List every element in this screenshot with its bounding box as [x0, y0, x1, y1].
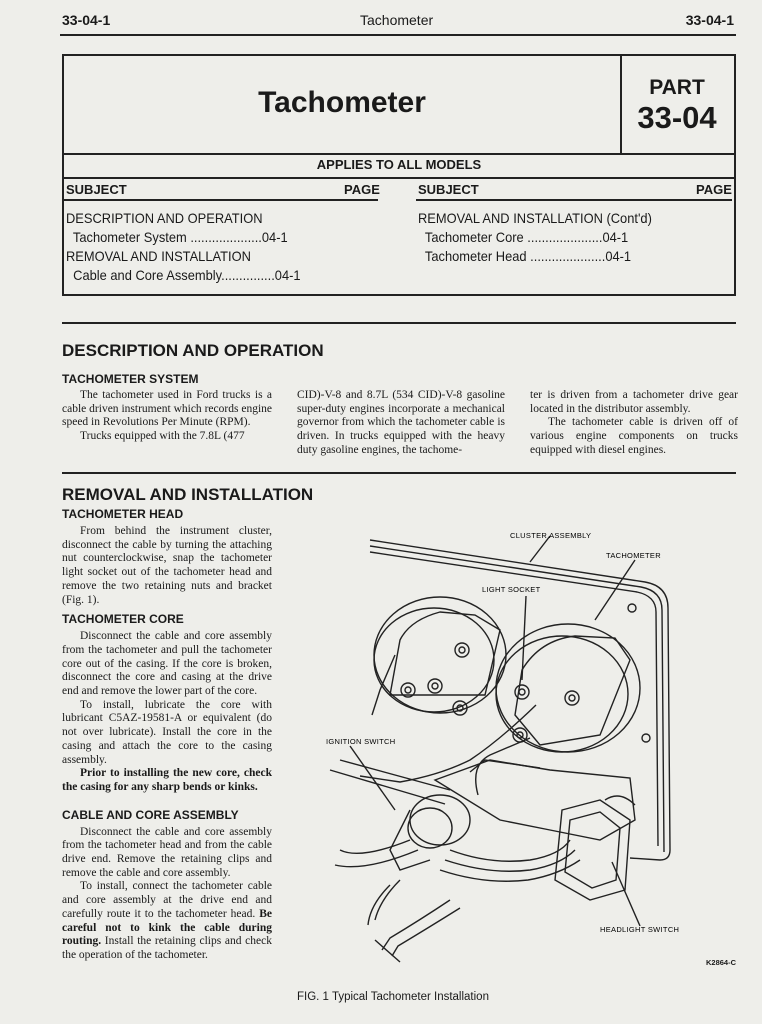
section-rule — [62, 322, 736, 324]
running-title: Tachometer — [360, 12, 434, 28]
header-rule — [60, 34, 736, 36]
subsection-heading: TACHOMETER HEAD — [62, 507, 184, 521]
ignition-switch-label: IGNITION SWITCH — [326, 737, 396, 746]
removal-column — [62, 507, 272, 963]
toc-entry[interactable]: REMOVAL AND INSTALLATION (Cont'd) — [418, 210, 652, 226]
paragraph: Disconnect the cable and core assembly from the tachometer head and from the cable drive end. Remove the retaining clips and remove the cable and core assembly. — [62, 825, 272, 879]
page-number-right: 33-04-1 — [685, 12, 734, 28]
toc-subject-header-left: SUBJECT — [66, 182, 127, 197]
subsection-heading: CABLE AND CORE ASSEMBLY — [62, 807, 239, 822]
part-label: PART — [649, 76, 705, 99]
text-column-2 — [297, 389, 505, 458]
paragraph: CID)-V-8 and 8.7L (534 CID)-V-8 gasoline super-duty engines incorporate a mechanical governor from which the tachometer cable is driven. In trucks equipped with the heavy duty gasoline engines, the tachome- — [297, 389, 505, 456]
toc-entry[interactable]: REMOVAL AND INSTALLATION — [66, 248, 251, 264]
cluster-assembly-label: CLUSTER ASSEMBLY — [510, 531, 592, 540]
paragraph: ter is driven from a tachometer drive gear located in the distributor assembly. — [530, 389, 738, 415]
section-heading: DESCRIPTION AND OPERATION — [62, 341, 324, 360]
paragraph: The tachometer used in Ford trucks is a cable driven instrument which records engine speed in Revolutions Per Minute (RPM). — [62, 389, 272, 429]
text-column-3 — [530, 389, 738, 458]
toc-page-header-left: PAGE — [344, 182, 380, 197]
figure-caption: FIG. 1 Typical Tachometer Installation — [297, 991, 489, 1003]
paragraph: The tachometer cable is driven off of various engine components on trucks equipped with diesel engines. — [530, 416, 738, 456]
paragraph: From behind the instrument cluster, disconnect the cable by turning the attaching nut counterclockwise, snap the tachometer light socket out of the tachometer head and remove the two retaining nuts and bracket (Fig. 1). — [62, 525, 272, 606]
toc-entry[interactable]: Cable and Core Assembly...............04-1 — [66, 267, 301, 283]
page-number-left: 33-04-1 — [62, 12, 111, 28]
paragraph: To install, connect the tachometer cable and core assembly at the drive end and carefully route it to the tachometer head. Be careful not to kink the cable during routing. Install the retaining clips and check the operation of the tachometer. — [62, 880, 272, 961]
toc-entry[interactable]: Tachometer Core .....................04-1 — [418, 229, 629, 245]
paragraph: Disconnect the cable and core assembly from the tachometer and pull the tachometer core out of the casing. If the core is broken, disconnect the core and casing at the drive end and remove the lower part of the core. — [62, 630, 272, 698]
applies-line: APPLIES TO ALL MODELS — [316, 157, 482, 172]
paragraph: Trucks equipped with the 7.8L (477 — [80, 430, 245, 443]
paragraph: Prior to installing the new core, check the casing for any sharp bends or kinks. — [62, 767, 272, 793]
toc-entry[interactable]: DESCRIPTION AND OPERATION — [66, 210, 263, 226]
subsection-heading: TACHOMETER CORE — [62, 612, 184, 627]
paragraph: To install, lubricate the core with lubricant C5AZ-19581-A or equivalent (do not over lubricate). Install the core in the casing and attach the core to the casing assembly. — [62, 698, 272, 766]
section-rule — [62, 472, 736, 474]
subsection-heading: TACHOMETER SYSTEM — [62, 372, 199, 386]
toc-page-header-right: PAGE — [696, 182, 732, 197]
figure-code: K2864-C — [706, 958, 737, 967]
part-number: 33-04 — [637, 100, 717, 135]
toc-entry[interactable]: Tachometer Head .....................04-1 — [418, 248, 632, 264]
section-heading: REMOVAL AND INSTALLATION — [62, 485, 314, 504]
toc-subject-header-right: SUBJECT — [418, 182, 479, 197]
text-column-1 — [62, 389, 272, 444]
tachometer-label: TACHOMETER — [606, 551, 661, 560]
light-socket-label: LIGHT SOCKET — [482, 585, 541, 594]
toc-entry[interactable]: Tachometer System ....................04-1 — [66, 229, 288, 245]
tachometer-installation-illustration — [300, 520, 750, 980]
headlight-switch-label: HEADLIGHT SWITCH — [600, 925, 680, 934]
page-title: Tachometer — [258, 86, 426, 119]
